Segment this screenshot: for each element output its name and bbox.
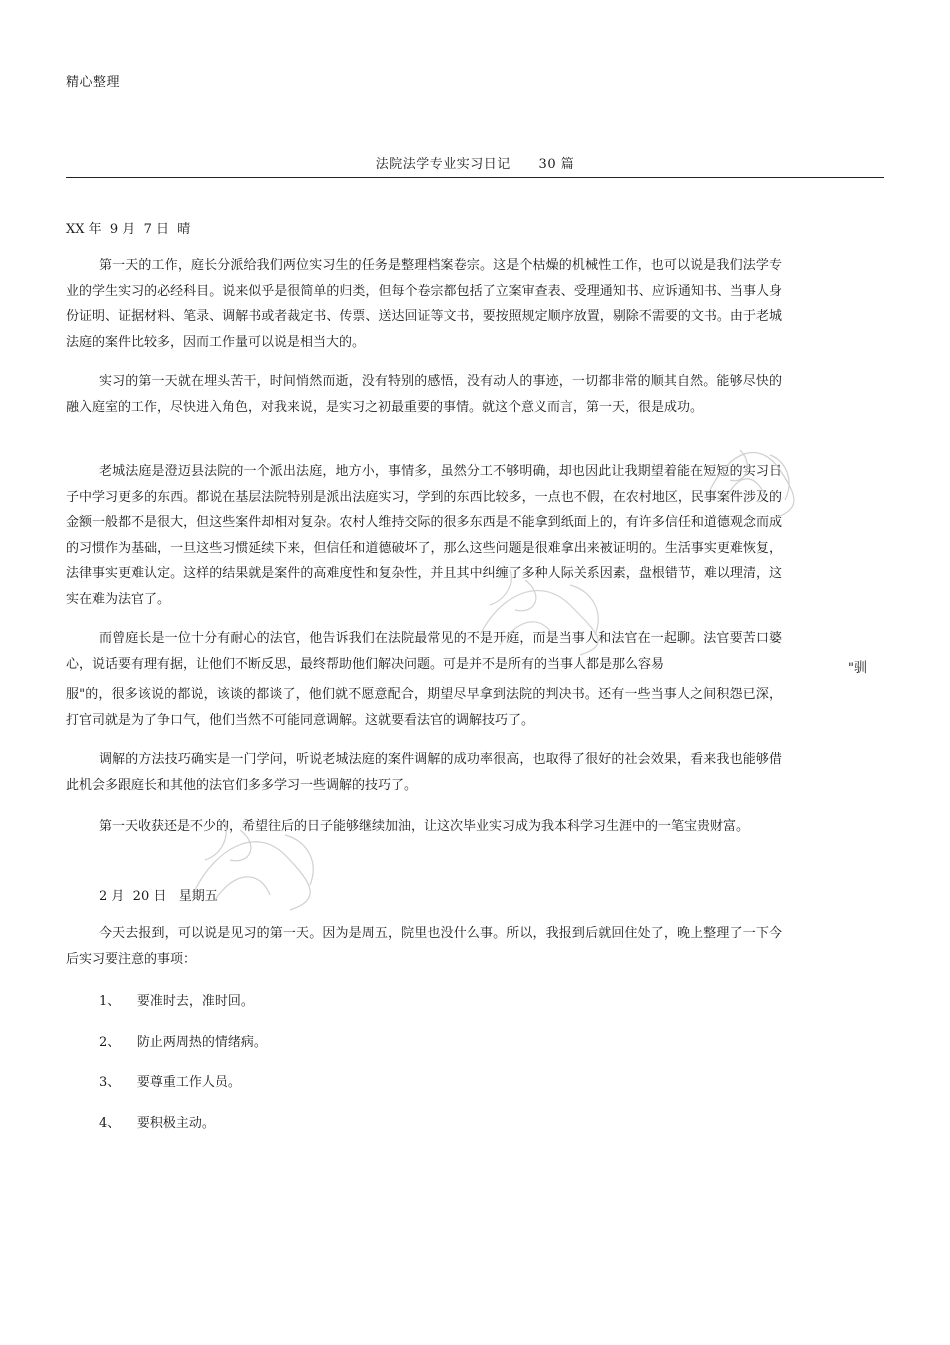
paragraph: 今天去报到，可以说是见习的第一天。因为是周五，院里也没什么事。所以，我报到后就回住处了，晚上整理了一下今后实习要注意的事项： [66,926,782,967]
paragraph: 第一天的工作，庭长分派给我们两位实习生的任务是整理档案卷宗。这是个枯燥的机械性工作，也可以说是我们法学专业的学生实习的必经科目。说来似乎是很简单的归类，但每个卷宗都包括了立案审查表、受理通知书、应诉通知书、当事人身份证明、证据材料、笔录、调解书或者裁定书、传票、送达回证等文书，要按照规定顺序放置，剔除不需要的文书。由于老城法庭的案件比较多，因而工作量可以说是相当大的。 [66,258,782,350]
list-item [99,1071,241,1090]
list-text: 要准时去，准时回。 [136,994,254,1009]
quote-fragment: "驯 [848,661,867,676]
title-divider [66,177,884,178]
paragraph: 服"的，很多该说的都说，该谈的都谈了，他们就不愿意配合，期望尽早拿到法院的判决书。还有一些当事人之间积怨已深，打官司就是为了争口气，他们当然不可能同意调解。这就要看法官的调解技巧了。 [66,687,782,728]
list-text: 要积极主动。 [136,1116,215,1131]
list-number: 2、 [99,1035,121,1050]
header-note: 精心整理 [66,75,121,90]
list-number: 4、 [99,1116,121,1131]
list-item [99,990,254,1009]
paragraph: 而曾庭长是一位十分有耐心的法官，他告诉我们在法院最常见的不是开庭，而是当事人和法官在一起聊。法官要苦口婆心，说话要有理有据，让他们不断反思，最终帮助他们解决问题。可是并不是所有的当事人都是那么容易 [66,631,782,672]
list-number: 1、 [99,994,121,1009]
list-text: 要尊重工作人员。 [136,1075,241,1090]
list-text: 防止两周热的情绪病。 [136,1035,267,1050]
document-title: 法院法学专业实习日记 30 篇 [375,157,575,172]
entry-date: XX 年 9 月 7 日 晴 [66,222,191,237]
list-item [99,1112,215,1131]
paragraph: 第一天收获还是不少的，希望往后的日子能够继续加油，让这次毕业实习成为我本科学习生涯中的一笔宝贵财富。 [99,819,750,834]
list-number: 3、 [99,1075,121,1090]
paragraph: 实习的第一天就在埋头苦干，时间悄然而逝，没有特别的感悟，没有动人的事迹，一切都非常的顺其自然。能够尽快的融入庭室的工作，尽快进入角色，对我来说，是实习之初最重要的事情。就这个意义而言，第一天，很是成功。 [66,374,782,415]
list-item [99,1031,267,1050]
entry-date: 2 月 20 日 星期五 [99,889,218,904]
paragraph: 老城法庭是澄迈县法院的一个派出法庭，地方小，事情多，虽然分工不够明确，却也因此让我期望着能在短短的实习日子中学习更多的东西。都说在基层法院特别是派出法庭实习，学到的东西比较多，一点也不假，在农村地区，民事案件涉及的金额一般都不是很大，但这些案件却相对复杂。农村人维持交际的很多东西是不能拿到纸面上的，有许多信任和道德观念而成的习惯作为基础，一旦这些习惯延续下来，但信任和道德破坏了，那么这些问题是很难拿出来被证明的。生活事实更难恢复，法律事实更难认定。这样的结果就是案件的高难度性和复杂性，并且其中纠缠了多种人际关系因素，盘根错节，难以理清，这实在难为法官了。 [66,464,782,607]
paragraph: 调解的方法技巧确实是一门学问，听说老城法庭的案件调解的成功率很高，也取得了很好的社会效果，看来我也能够借此机会多跟庭长和其他的法官们多多学习一些调解的技巧了。 [66,752,782,793]
